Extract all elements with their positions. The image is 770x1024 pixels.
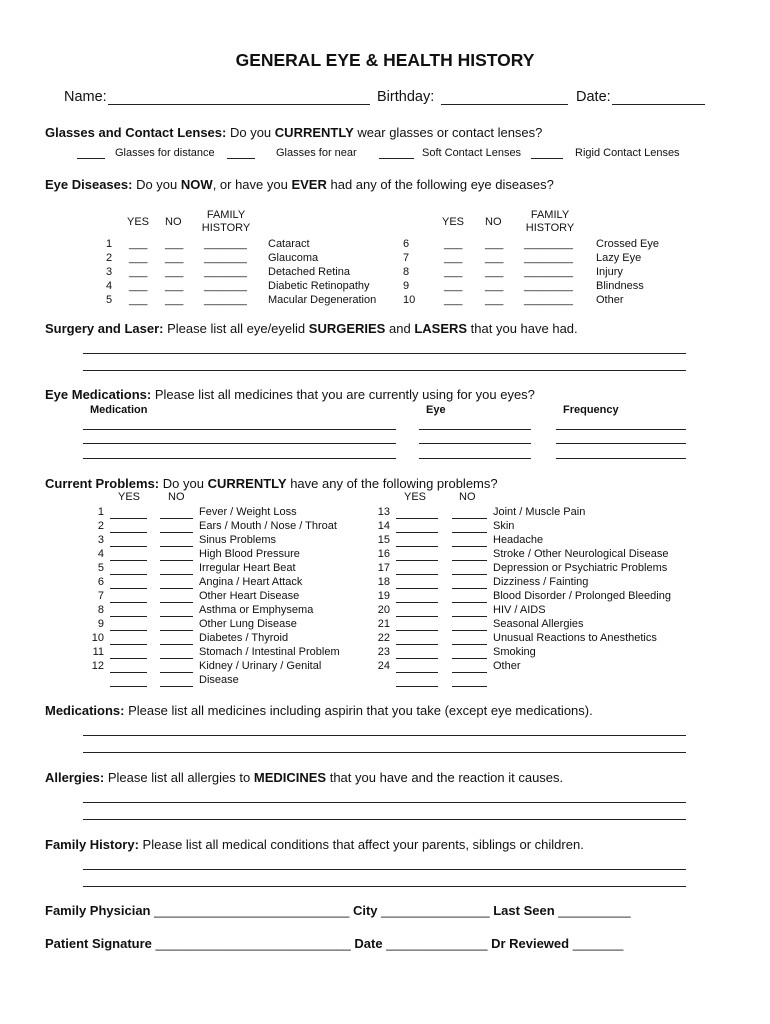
surgery-label: Surgery and Laser: <box>45 321 164 336</box>
family-2: HISTORY <box>201 222 251 234</box>
eye-line[interactable] <box>419 429 531 430</box>
cp-num: 13 <box>377 506 390 518</box>
cp-col-yes-right: YES <box>404 491 427 503</box>
answer-blank[interactable] <box>396 672 438 673</box>
cp-item: Depression or Psychiatric Problems <box>493 562 668 574</box>
dr-reviewed-label: Dr Reviewed <box>491 936 570 951</box>
answer-blank[interactable] <box>452 672 487 673</box>
date-label: Date: <box>576 89 611 105</box>
eye-items-right <box>596 237 659 307</box>
family-r2: HISTORY <box>525 222 575 234</box>
answer-blank[interactable] <box>452 658 487 659</box>
medications-line-2[interactable] <box>83 752 686 753</box>
patient-signature-label: Patient Signature <box>45 936 152 951</box>
family-1: FAMILY <box>206 209 246 221</box>
surgery-b1: SURGERIES <box>308 321 386 336</box>
eye-no-blank[interactable]: ___ <box>485 252 504 264</box>
eye-col-no-left: NO <box>165 216 182 228</box>
eye-qb2: EVER <box>291 177 327 192</box>
cp-num: 5 <box>97 562 104 574</box>
answer-blank[interactable] <box>110 672 147 673</box>
eye-col-yes-right: YES <box>442 216 465 228</box>
eye-meds-col-eye: Eye <box>426 404 446 416</box>
eye-yes-blank[interactable]: ___ <box>129 238 148 250</box>
eye-yes-blank[interactable]: ___ <box>129 280 148 292</box>
eye-family-blank[interactable]: ________ <box>524 266 573 278</box>
eye-meds-question <box>45 387 535 402</box>
eye-yes-blank[interactable]: ___ <box>444 266 463 278</box>
signature-date-label: Date <box>354 936 383 951</box>
eye-disease-item: Cataract <box>268 238 310 250</box>
glasses-near-label: Glasses for near <box>276 147 357 159</box>
answer-blank[interactable] <box>110 616 147 617</box>
glasses-q-post: wear glasses or contact lenses? <box>357 125 543 140</box>
birthday-label: Birthday: <box>377 89 435 105</box>
cp-num: 21 <box>377 618 390 630</box>
answer-blank[interactable] <box>452 560 487 561</box>
eye-family-blank[interactable]: _______ <box>204 266 247 278</box>
cp-item: Skin <box>493 520 515 532</box>
answer-blank[interactable] <box>452 602 487 603</box>
cp-num: 16 <box>377 548 390 560</box>
name-field[interactable] <box>108 104 370 105</box>
eye-yes-blank[interactable]: ___ <box>129 252 148 264</box>
eye-num: 8 <box>403 266 410 278</box>
cp-num: 2 <box>97 520 104 532</box>
allergies-line-1[interactable] <box>83 802 686 803</box>
answer-blank[interactable] <box>396 630 438 631</box>
eye-num: 1 <box>106 238 113 250</box>
glasses-q-bold: CURRENTLY <box>274 125 354 140</box>
answer-blank[interactable] <box>110 532 147 533</box>
cp-item-extra: Disease <box>199 674 239 686</box>
eye-no-blank[interactable]: ___ <box>485 266 504 278</box>
eye-line[interactable] <box>419 443 531 444</box>
cp-item: Stroke / Other Neurological Disease <box>493 548 669 560</box>
answer-blank[interactable] <box>452 574 487 575</box>
cp-num: 7 <box>97 590 104 602</box>
cp-item: Angina / Heart Attack <box>199 576 303 588</box>
cp-item: Fever / Weight Loss <box>199 506 297 518</box>
cp-num: 20 <box>377 604 390 616</box>
eye-items-left <box>268 237 376 307</box>
eye-disease-item: Macular Degeneration <box>268 294 377 306</box>
answer-blank[interactable] <box>160 546 193 547</box>
soft-contacts-label: Soft Contact Lenses <box>422 147 522 159</box>
cp-num: 6 <box>97 576 104 588</box>
cp-num: 10 <box>91 632 104 644</box>
eye-numbers-left <box>106 237 112 307</box>
family-physician-label: Family Physician <box>45 903 151 918</box>
cp-item: Smoking <box>493 646 536 658</box>
eye-qb1: NOW <box>180 177 213 192</box>
cp-col-yes-left: YES <box>118 491 141 503</box>
birthday-field[interactable] <box>441 104 568 105</box>
patient-signature-field[interactable]: ___________________________ <box>155 936 351 951</box>
eye-family-blank[interactable]: _______ <box>204 238 247 250</box>
answer-blank[interactable] <box>110 574 147 575</box>
cp-numbers-right <box>372 505 390 673</box>
family-physician-row <box>45 903 631 918</box>
eye-disease-item: Glaucoma <box>268 252 319 264</box>
answer-blank[interactable] <box>396 686 438 687</box>
answer-blank[interactable] <box>452 616 487 617</box>
answer-blank[interactable] <box>110 602 147 603</box>
glasses-q-pre: Do you <box>229 125 272 140</box>
family-history-question <box>45 837 584 852</box>
rigid-contacts-label: Rigid Contact Lenses <box>575 147 680 159</box>
surgery-t3: that you have had. <box>470 321 578 336</box>
family-history-line-2[interactable] <box>83 886 686 887</box>
cp-item: High Blood Pressure <box>199 548 300 560</box>
eye-disease-item: Lazy Eye <box>596 252 642 264</box>
answer-blank[interactable] <box>160 630 193 631</box>
cp-col-no-right: NO <box>459 491 476 503</box>
last-seen-field[interactable]: __________ <box>558 903 631 918</box>
medications-line-1[interactable] <box>83 735 686 736</box>
eye-family-blank[interactable]: ________ <box>524 238 573 250</box>
allergies-b1: MEDICINES <box>253 770 327 785</box>
cp-item: Ears / Mouth / Nose / Throat <box>199 520 337 532</box>
eye-disease-item: Crossed Eye <box>596 238 659 250</box>
answer-blank[interactable] <box>396 644 438 645</box>
cp-items-right <box>493 505 671 673</box>
cp-num: 1 <box>97 506 104 518</box>
eye-no-blank[interactable]: ___ <box>485 238 504 250</box>
allergies-t1: Please list all allergies to <box>107 770 251 785</box>
cp-q-post: have any of the following problems? <box>290 476 498 491</box>
family-physician-field[interactable]: ___________________________ <box>154 903 350 918</box>
answer-blank[interactable] <box>110 644 147 645</box>
cp-numbers-left <box>88 505 104 673</box>
cp-num: 12 <box>91 660 104 672</box>
answer-blank[interactable] <box>452 588 487 589</box>
eye-yes-blank[interactable]: ___ <box>129 266 148 278</box>
eye-num: 10 <box>403 294 416 306</box>
eye-col-family-left <box>200 209 252 235</box>
eye-no-blank[interactable]: ___ <box>165 238 184 250</box>
cp-item: Diabetes / Thyroid <box>199 632 289 644</box>
medications-label: Medications: <box>45 703 125 718</box>
cp-col-no-left: NO <box>168 491 185 503</box>
allergies-line-2[interactable] <box>83 819 686 820</box>
answer-blank[interactable] <box>396 532 438 533</box>
cp-num: 11 <box>92 646 104 658</box>
cp-num: 23 <box>377 646 390 658</box>
cp-num: 24 <box>377 660 390 672</box>
frequency-line[interactable] <box>556 458 686 459</box>
eye-med-line[interactable] <box>83 429 396 430</box>
glasses-near-blank[interactable] <box>227 158 255 159</box>
cp-num: 4 <box>97 548 104 560</box>
family-history-text: Please list all medical conditions that affect your parents, siblings or children. <box>142 837 584 852</box>
eye-col-no-right: NO <box>485 216 502 228</box>
eye-yes-blank[interactable]: ___ <box>129 294 148 306</box>
eye-yes-left[interactable] <box>129 237 147 307</box>
answer-blank[interactable] <box>452 630 487 631</box>
dr-reviewed-field[interactable]: _______ <box>572 936 624 951</box>
eye-disease-item: Injury <box>596 266 623 278</box>
page-title: GENERAL EYE & HEALTH HISTORY <box>235 50 535 70</box>
cp-num: 8 <box>97 604 104 616</box>
answer-blank[interactable] <box>160 602 193 603</box>
patient-signature-row <box>45 936 623 951</box>
eye-no-blank[interactable]: ___ <box>485 280 504 292</box>
surgery-question <box>45 321 578 336</box>
eye-no-blank[interactable]: ___ <box>165 252 184 264</box>
cp-item: Seasonal Allergies <box>493 618 584 630</box>
eye-med-line[interactable] <box>83 443 396 444</box>
eye-no-left[interactable] <box>165 237 183 307</box>
cp-item: Other Lung Disease <box>199 618 297 630</box>
eye-no-blank[interactable]: ___ <box>485 294 504 306</box>
eye-disease-item: Detached Retina <box>268 266 350 278</box>
answer-blank[interactable] <box>110 546 147 547</box>
cp-items-left <box>199 505 340 687</box>
surgery-line-1[interactable] <box>83 353 686 354</box>
eye-q2: , or have you <box>212 177 288 192</box>
cp-item: Joint / Muscle Pain <box>493 506 586 518</box>
answer-blank[interactable] <box>110 686 147 687</box>
cp-item: Kidney / Urinary / Genital <box>199 660 322 672</box>
soft-contacts-blank[interactable] <box>379 158 414 159</box>
eye-yes-blank[interactable]: ___ <box>444 238 463 250</box>
answer-blank[interactable] <box>110 560 147 561</box>
answer-blank[interactable] <box>160 560 193 561</box>
cp-item: Stomach / Intestinal Problem <box>199 646 340 658</box>
cp-item: Irregular Heart Beat <box>199 562 296 574</box>
cp-item: Unusual Reactions to Anesthetics <box>493 632 657 644</box>
eye-num: 6 <box>403 238 410 250</box>
eye-num: 9 <box>403 280 410 292</box>
eye-no-blank[interactable]: ___ <box>165 294 184 306</box>
cp-num: 19 <box>377 590 390 602</box>
eye-med-line[interactable] <box>83 458 396 459</box>
answer-blank[interactable] <box>160 658 193 659</box>
eye-meds-text: Please list all medicines that you are currently using for you eyes? <box>154 387 535 402</box>
answer-blank[interactable] <box>160 672 193 673</box>
eye-num: 2 <box>106 252 113 264</box>
eye-q3: had any of the following eye diseases? <box>330 177 554 192</box>
cp-item: Other Heart Disease <box>199 590 300 602</box>
answer-blank[interactable] <box>160 644 193 645</box>
cp-num: 17 <box>377 562 390 574</box>
eye-disease-item: Other <box>596 294 624 306</box>
answer-blank[interactable] <box>160 518 193 519</box>
surgery-t2: and <box>388 321 411 336</box>
eye-family-blank[interactable]: ________ <box>524 252 573 264</box>
answer-blank[interactable] <box>452 546 487 547</box>
eye-yes-right[interactable] <box>444 237 462 307</box>
current-problems-question <box>45 476 498 491</box>
cp-num: 22 <box>377 632 390 644</box>
allergies-label: Allergies: <box>45 770 105 785</box>
eye-numbers-right <box>403 237 415 307</box>
cp-num: 18 <box>377 576 390 588</box>
cp-num: 15 <box>377 534 390 546</box>
surgery-line-2[interactable] <box>83 370 686 371</box>
cp-item: Headache <box>493 534 544 546</box>
eye-diseases-question <box>45 177 554 192</box>
current-problems-label: Current Problems: <box>45 476 160 491</box>
answer-blank[interactable] <box>396 616 438 617</box>
eye-col-family-right <box>524 209 576 235</box>
medications-text: Please list all medicines including aspirin that you take (except eye medications). <box>128 703 593 718</box>
answer-blank[interactable] <box>160 588 193 589</box>
answer-blank[interactable] <box>452 686 487 687</box>
answer-blank[interactable] <box>396 602 438 603</box>
eye-meds-col-frequency: Frequency <box>563 404 619 416</box>
eye-no-blank[interactable]: ___ <box>165 266 184 278</box>
answer-blank[interactable] <box>396 574 438 575</box>
answer-blank[interactable] <box>396 518 438 519</box>
name-label: Name: <box>64 89 107 105</box>
cp-num: 14 <box>377 520 390 532</box>
answer-blank[interactable] <box>160 574 193 575</box>
family-history-label: Family History: <box>45 837 139 852</box>
eye-col-yes-left: YES <box>127 216 150 228</box>
eye-num: 4 <box>106 280 113 292</box>
answer-blank[interactable] <box>396 588 438 589</box>
eye-num: 3 <box>106 266 113 278</box>
answer-blank[interactable] <box>452 532 487 533</box>
answer-blank[interactable] <box>160 616 193 617</box>
glasses-section-label: Glasses and Contact Lenses: <box>45 125 227 140</box>
cp-item: Other <box>493 660 521 672</box>
answer-blank[interactable] <box>452 644 487 645</box>
cp-item: Asthma or Emphysema <box>199 604 314 616</box>
frequency-line[interactable] <box>556 443 686 444</box>
answer-blank[interactable] <box>110 518 147 519</box>
eye-family-blank[interactable]: ________ <box>524 294 573 306</box>
frequency-line[interactable] <box>556 429 686 430</box>
answer-blank[interactable] <box>160 686 193 687</box>
date-field[interactable] <box>612 104 705 105</box>
eye-num: 5 <box>106 294 113 306</box>
answer-blank[interactable] <box>396 560 438 561</box>
cp-item: HIV / AIDS <box>493 604 546 616</box>
eye-family-blank[interactable]: ________ <box>524 280 573 292</box>
eye-meds-col-medication: Medication <box>90 404 148 416</box>
eye-family-right[interactable] <box>524 237 573 307</box>
cp-item: Blood Disorder / Prolonged Bleeding <box>493 590 671 602</box>
eye-yes-blank[interactable]: ___ <box>444 252 463 264</box>
answer-blank[interactable] <box>110 588 147 589</box>
eye-family-blank[interactable]: _______ <box>204 252 247 264</box>
eye-yes-blank[interactable]: ___ <box>444 280 463 292</box>
cp-item: Sinus Problems <box>199 534 277 546</box>
last-seen-label: Last Seen <box>493 903 555 918</box>
eye-no-blank[interactable]: ___ <box>165 280 184 292</box>
answer-blank[interactable] <box>160 532 193 533</box>
eye-family-blank[interactable]: _______ <box>204 280 247 292</box>
eye-disease-item: Diabetic Retinopathy <box>268 280 370 292</box>
eye-yes-blank[interactable]: ___ <box>444 294 463 306</box>
eye-q1: Do you <box>136 177 178 192</box>
glasses-distance-blank[interactable] <box>77 158 105 159</box>
medications-question <box>45 703 593 718</box>
cp-num: 9 <box>97 618 104 630</box>
eye-line[interactable] <box>419 458 531 459</box>
eye-disease-item: Blindness <box>596 280 644 292</box>
surgery-b2: LASERS <box>414 321 468 336</box>
answer-blank[interactable] <box>396 546 438 547</box>
signature-date-field[interactable]: ______________ <box>386 936 488 951</box>
eye-family-blank[interactable]: _______ <box>204 294 247 306</box>
eye-num: 7 <box>403 252 410 264</box>
family-r1: FAMILY <box>530 209 570 221</box>
answer-blank[interactable] <box>110 658 147 659</box>
glasses-question <box>45 125 542 140</box>
cp-q-pre: Do you <box>162 476 204 491</box>
surgery-t1: Please list all eye/eyelid <box>167 321 306 336</box>
answer-blank[interactable] <box>110 630 147 631</box>
cp-num: 3 <box>97 534 104 546</box>
eye-no-right[interactable] <box>485 237 503 307</box>
family-history-line-1[interactable] <box>83 869 686 870</box>
allergies-question <box>45 770 563 785</box>
answer-blank[interactable] <box>452 518 487 519</box>
glasses-distance-label: Glasses for distance <box>115 147 215 159</box>
answer-blank[interactable] <box>396 658 438 659</box>
eye-diseases-label: Eye Diseases: <box>45 177 133 192</box>
city-field[interactable]: _______________ <box>381 903 490 918</box>
cp-q-bold: CURRENTLY <box>207 476 287 491</box>
cp-item: Dizziness / Fainting <box>493 576 589 588</box>
allergies-t2: that you have and the reaction it causes. <box>329 770 564 785</box>
eye-family-left[interactable] <box>204 237 247 307</box>
rigid-contacts-blank[interactable] <box>531 158 563 159</box>
city-label: City <box>352 903 378 918</box>
eye-meds-label: Eye Medications: <box>45 387 152 402</box>
